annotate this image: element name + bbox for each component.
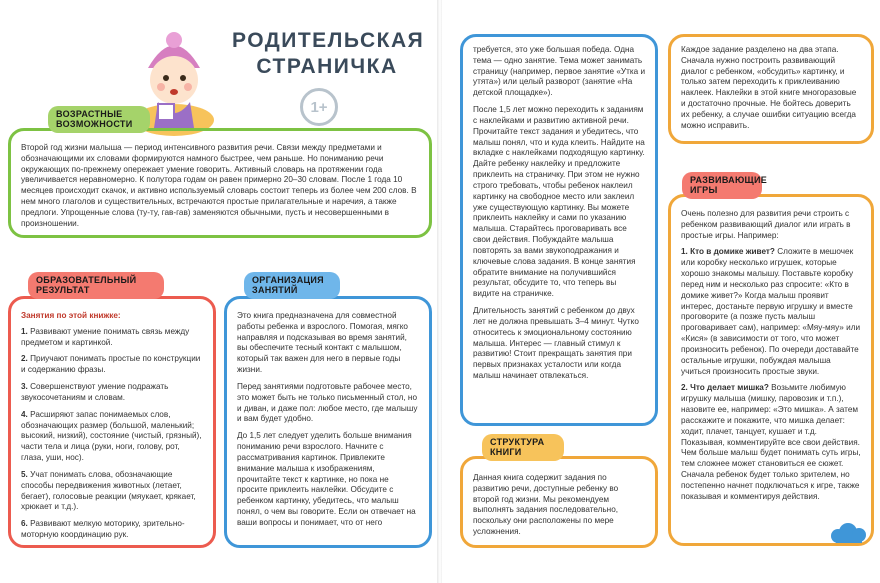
- games-intro: Очень полезно для развития речи строить с ребенком развивающий диалог или играть в простые игры. Например:: [681, 209, 851, 240]
- organization-paragraph: До 1,5 лет следует уделить больше внимания пониманию речи взрослого. Начните с рассматривания картинок. Привлеките внимание малыша к изображениям, прочитайте текст к картинке, но пока не просите приклеить наклейки. Обсудите с ребенком картинку, убедитесь, что малыш понял, о чем вы говорите. Если он отвечает на ваши вопросы и понимает, что от него: [237, 431, 416, 527]
- organization-paragraph: Перед занятиями подготовьте рабочее место, это может быть не только письменный стол, но и диван, и даже пол: любое место, где малышу и вам будет удобно.: [237, 381, 418, 424]
- continued-paragraph: Длительность занятий с ребенком до двух лет не должна превышать 3–4 минут. Чутко относитесь к эмоциональному состоянию малыша. Интерес — главный стимул к развитию! Стоит прекращать занятия при первых признаках усталости или когда малыш начинает отвлекаться.: [473, 306, 639, 381]
- education-result-tag: ОБРАЗОВАТЕЛЬНЫЙ РЕЗУЛЬТАТ: [28, 272, 164, 299]
- continued-box: [460, 34, 658, 426]
- list-item: 4. Расширяют запас понимаемых слов, обозначающих размер (большой, маленький; высокий, низкий), состояние (чистый, грязный), части тела и лица (руки, ноги, голову, рот, глаза, уши, нос).: [21, 409, 202, 463]
- organization-paragraph: Это книга предназначена для совместной работы ребенка и взрослого. Помогая, мягко направляя и подсказывая во время занятий, вы обеспечите тесный контакт с малышом, который так важен для него в первые годы жизни.: [237, 311, 408, 375]
- title-line-2: СТРАНИЧКА: [256, 55, 398, 79]
- organization-box: [224, 296, 432, 548]
- list-item: 6. Развивают мелкую моторику, зрительно-моторную координацию рук.: [21, 519, 185, 540]
- structure-tag: СТРУКТУРА КНИГИ: [482, 434, 564, 461]
- list-item: 5. Учат понимать слова, обозначающие способы передвижения животных (летает, бегает), голосовые реакции (мяукает, крякает, хрюкает и т.д.).: [21, 469, 196, 512]
- structure-text: Данная книга содержит задания по развитию речи, доступные ребенку во второй год жизни. Мы рекомендуем выполнять задания последовательно, поскольку они расположены по мере усложнения.: [473, 473, 619, 537]
- list-item: 2. Приучают понимать простые по конструкции и содержанию фразы.: [21, 354, 201, 375]
- continued-paragraph: требуется, это уже большая победа. Одна тема — одно занятие. Тема может занимать страницу (например, первое занятие «Утка и утята») или целый разворот (занятие «На детской площадке»).: [473, 45, 646, 98]
- continued-paragraph: После 1,5 лет можно переходить к заданиям с наклейками и развитию активной речи. Прочитайте текст задания и убедитесь, что малыш понял, что и куда клеить. Найдите на вкладке с наклейками подходящую картинку. Дайте ребенку наклейку и предложите приклеить на страничку. При этом не нужно строго требовать, чтобы ребенок наклеил картинку на свободное место или заклеил уже существующую картинку. Вы можете приклеить наклейку и сами по указанию малыша. Старайтесь проговаривать все свои действия. Побуждайте малыша повторять за вами звукоподражания и ключевые слова задания. В конце занятия обратите внимание на получившийся результат, обсудите то, что теперь вы видите на страничке.: [473, 105, 645, 299]
- list-item: 1. Развивают умение понимать связь между предметом и картинкой.: [21, 326, 190, 347]
- education-result-box: [8, 296, 216, 548]
- tasks-box: [668, 34, 874, 144]
- cloud-decoration-icon: [828, 522, 870, 544]
- organization-tag: ОРГАНИЗАЦИЯ ЗАНЯТИЙ: [244, 272, 340, 299]
- left-page: [0, 0, 438, 583]
- age-badge: 1+: [300, 88, 338, 126]
- right-page: [442, 0, 880, 583]
- game-item: 1. Кто в домике живет? Сложите в мешочек или коробку несколько игрушек, которые хорошо знакомы малышу. Поставьте коробку перед ним и несколько раз спросите: «Кто в домике живет?» Когда малыш проявит интерес, достаньте первую игрушку и вместе проговорите (а позже пусть малыш проговаривает сам), например: «Мяу-мяу» или «Кися» (в зависимости от того, что может произносить ребенок). По очереди доставайте остальные игрушки, побуждая малыша учиться произносить простые звуки.: [681, 247, 861, 376]
- education-list: [21, 327, 203, 541]
- list-item: 3. Совершенствуют умение подражать звукосочетаниям и словам.: [21, 382, 169, 402]
- tasks-text: Каждое задание разделено на два этапа. Сначала нужно построить развивающий диалог с ребенком, «обсудить» картинку, и только затем переходить к приклеиванию наклеек. Наклейки в этой книге многоразовые и достаточно прочные. Не бойтесь доверить их ребенку, а случае ошибки ситуацию всегда можно исправить.: [681, 45, 857, 130]
- structure-box: [460, 456, 658, 548]
- page-title: [232, 28, 425, 81]
- games-box: [668, 194, 874, 546]
- games-tag: РАЗВИВАЮЩИЕ ИГРЫ: [682, 172, 762, 199]
- age-possibilities-box: [8, 128, 432, 238]
- age-possibilities-text: Второй год жизни малыша — период интенсивного развития речи. Связи между предметами и обозначающими их словами формируются намного быстрее, чем раньше. Но пониманию речи окружающих по-прежнему опережает умение говорить. Активный словарь на протяжении года увеличивается неравномерно. К полутора годам он равен примерно 20–30 словам. После 1 года 10 месяцев происходит скачок, и активно используемый словарь состоит теперь из более чем 200 слов. В нем много глаголов и существительных, встречаются простые прилагательные и наречия, а также предлоги. Упрощенные слова (ту-ту, гав-гав) заменяются обычными, пусть и несовершенными в произношении.: [21, 143, 417, 228]
- title-line-1: РОДИТЕЛЬСКАЯ: [232, 29, 425, 52]
- age-possibilities-tag: ВОЗРАСТНЫЕ ВОЗМОЖНОСТИ: [48, 106, 150, 133]
- education-heading: Занятия по этой книжке:: [21, 311, 121, 320]
- game-item: 2. Что делает мишка? Возьмите любимую игрушку малыша (мишку, паровозик и т.п.), назовите ее, например: «Это мишка». А затем расскажите и покажите, что мишка делает: ходит, плачет, танцует, кушает и т.д. Показывая, комментируйте все свои действия. Чем больше малыш будет понимать суть игры, тем сложнее может становиться ее сюжет. Сначала ребенок будет только зрителем, но постепенно начнет подключаться к игре, также показывая и комментируя действия.: [681, 383, 861, 501]
